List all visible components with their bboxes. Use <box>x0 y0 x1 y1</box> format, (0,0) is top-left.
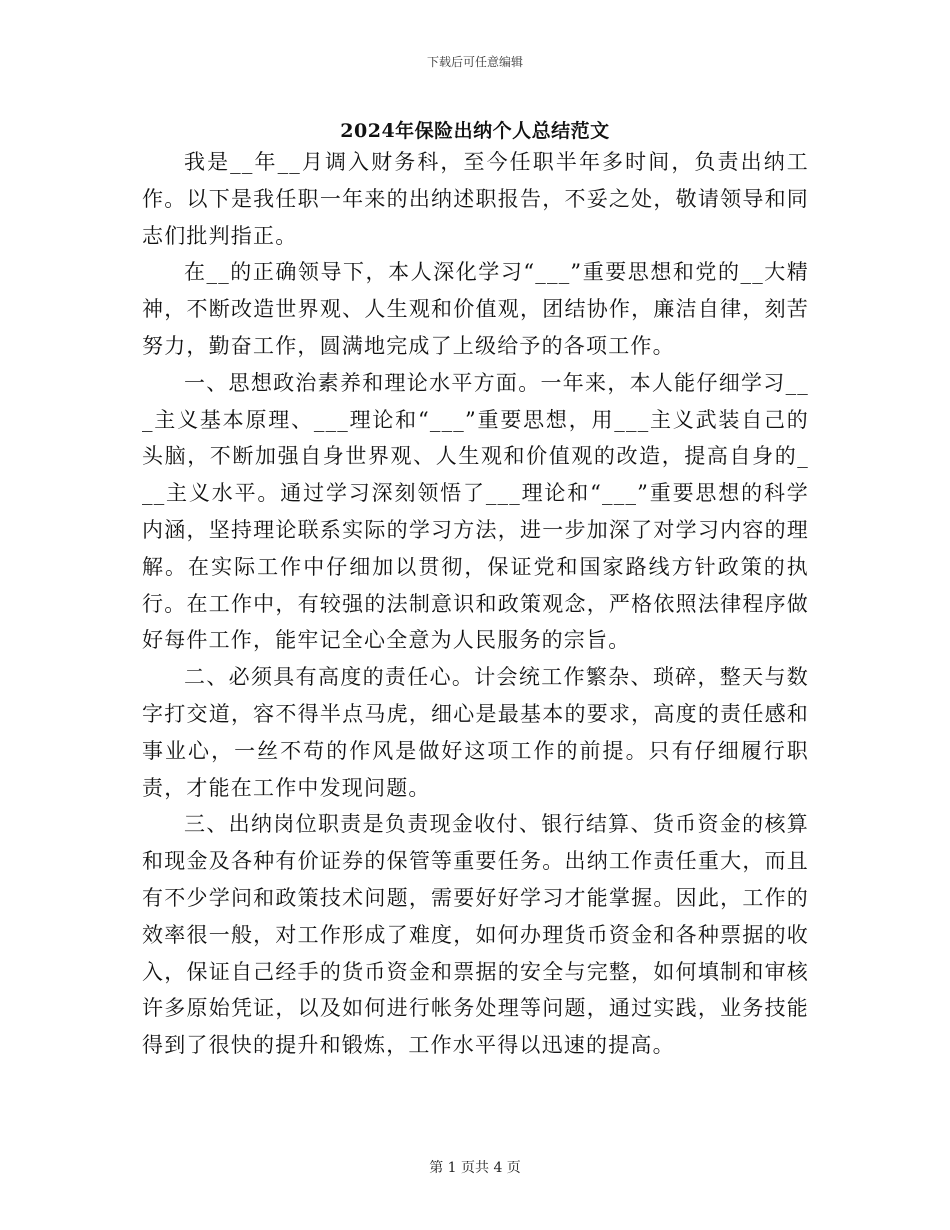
paragraph-leadership: 在__的正确领导下，本人深化学习“___”重要思想和党的__大精神，不断改造世界观、人生观和价值观，团结协作，廉洁自律，刻苦努力，勤奋工作，圆满地完成了上级给予的各项工作。 <box>142 260 809 358</box>
paragraph-intro: 我是__年__月调入财务科，至今任职半年多时间，负责出纳工作。以下是我任职一年来的出纳述职报告，不妥之处，敬请领导和同志们批判指正。 <box>142 150 809 248</box>
document-title: 2024年保险出纳个人总结范文 <box>340 120 610 142</box>
paragraph-section-2: 二、必须具有高度的责任心。计会统工作繁杂、琐碎，整天与数字打交道，容不得半点马虎，细心是最基本的要求，高度的责任感和事业心，一丝不苟的作风是做好这项工作的前提。只有仔细履行职责，才能在工作中发现问题。 <box>142 665 809 800</box>
page-footer: 第 1 页共 4 页 <box>429 1160 521 1176</box>
document-body <box>142 144 809 1064</box>
paragraph-section-1: 一、思想政治素养和理论水平方面。一年来，本人能仔细学习___主义基本原理、___理论和“___”重要思想，用___主义武装自己的头脑，不断加强自身世界观、人生观和价值观的改造，提高自身的___主义水平。通过学习深刻领悟了___理论和“___”重要思想的科学内涵，坚持理论联系实际的学习方法，进一步加深了对学习内容的理解。在实际工作中仔细加以贯彻，保证党和国家路线方针政策的执行。在工作中，有较强的法制意识和政策观念，严格依照法律程序做好每件工作，能牢记全心全意为人民服务的宗旨。 <box>142 370 809 653</box>
paragraph-section-3: 三、出纳岗位职责是负责现金收付、银行结算、货币资金的核算和现金及各种有价证券的保管等重要任务。出纳工作责任重大，而且有不少学问和政策技术问题，需要好好学习才能掌握。因此，工作的效率很一般，对工作形成了难度，如何办理货币资金和各种票据的收入，保证自己经手的货币资金和票据的安全与完整，如何填制和审核许多原始凭证，以及如何进行帐务处理等问题，通过实践，业务技能得到了很快的提升和锻炼，工作水平得以迅速的提高。 <box>142 812 809 1058</box>
header-note: 下载后可任意编辑 <box>426 55 523 69</box>
